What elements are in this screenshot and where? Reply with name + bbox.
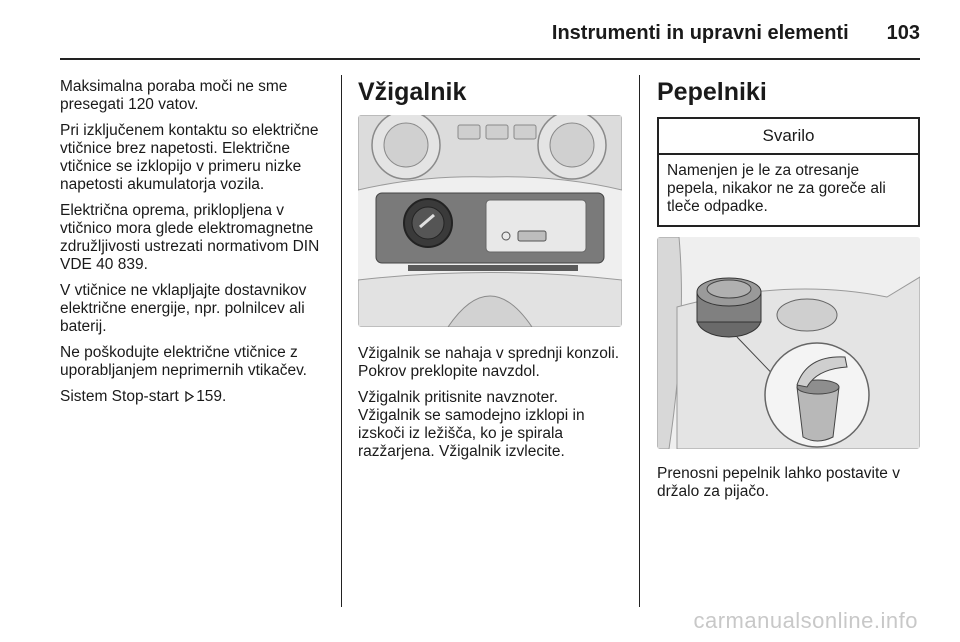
column-divider-1 [341,75,342,607]
paragraph: Vžigalnik se nahaja v sprednji konzoli. Pokrov preklopite navzdol. [358,345,620,380]
section-heading-lighter: Vžigalnik [358,78,467,106]
column-3 [657,75,920,509]
paragraph: Maksimalna poraba moči ne sme presegati 120 vatov. [60,78,288,113]
header-divider [60,58,920,60]
watermark: carmanualsonline.info [693,608,918,633]
stopstart-page: 159. [196,388,227,405]
section-heading-ashtrays: Pepelniki [657,78,767,106]
page-header [60,18,920,48]
page-reference-icon [185,391,194,402]
lighter-illustration [358,115,622,327]
paragraph: Pri izključenem kontaktu so električne vtičnice brez napetosti. Električne vtičnice se izklopijo v primeru nizke napetosti akumulatorja vozila. [60,122,319,193]
lighter-drawing [358,115,622,327]
stopstart-reference[interactable] [60,388,332,406]
warning-box [657,117,920,227]
ashtray-caption: Prenosni pepelnik lahko postavite v držalo za pijačo. [657,465,900,500]
stopstart-text: Sistem Stop-start [60,388,179,405]
paragraph: Ne poškodujte električne vtičnice z uporabljanjem neprimernih vtikačev. [60,344,307,379]
paragraph: Vžigalnik pritisnite navznoter. Vžigalnik se samodejno izklopi in izskoči iz ležišča, ko je spirala razžarjena. Vžigalnik izvlecite. [358,389,585,460]
page-title: Instrumenti in upravni elementi [551,21,849,44]
column-2 [358,75,624,469]
warning-title: Svarilo [659,119,918,155]
column-divider-2 [639,75,640,607]
ashtray-illustration [657,237,920,449]
paragraph: Električna oprema, priklopljena v vtičnico mora glede elektromagnetne združljivosti ustrezati normativom DIN VDE 40 839. [60,202,320,273]
paragraph: V vtičnice ne vklapljajte dostavnikov električne energije, npr. polnilcev ali baterij. [60,282,307,335]
page-number: 103 [886,21,920,44]
warning-text: Namenjen je le za otresanje pepela, nikakor ne za goreče ali tleče odpadke. [667,162,886,215]
column-1 [60,78,332,414]
ashtray-drawing [657,237,920,449]
